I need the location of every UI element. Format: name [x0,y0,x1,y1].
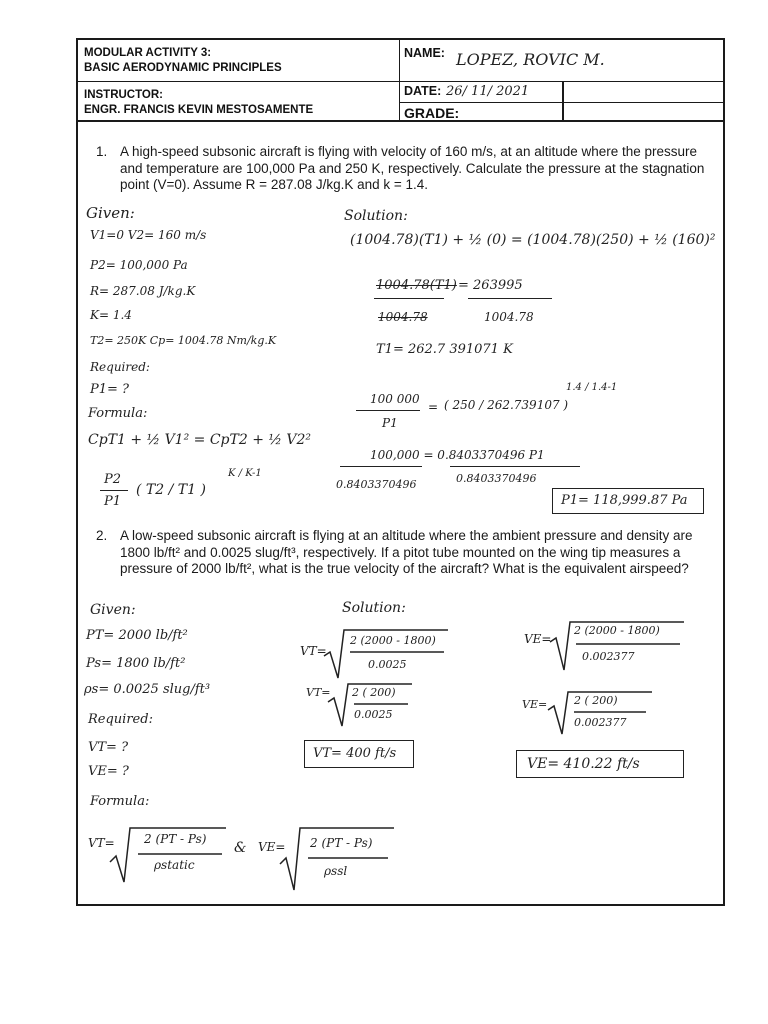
p1-solution-step2-lhs: 0.8403370496 [336,478,417,491]
p2-formula-vt-label: VT= [88,836,115,850]
p2-given-ps: Ps= 1800 lb/ft² [86,656,186,671]
p2-ve-step2-den: 0.002377 [574,716,627,729]
date-divider [562,82,564,102]
p2-required-ve: VE= ? [88,764,129,779]
p1-formula-ratio-bar [100,490,128,491]
date-row [400,82,723,103]
p2-formula-ve-num: 2 (PT - Ps) [310,836,373,850]
p2-vt-answer-box [304,740,414,768]
p1-given-p2: P2= 100,000 Pa [90,258,188,272]
p1-solution-ratio-paren: ( 250 / 262.739107 ) [444,398,569,412]
activity-title [78,40,400,81]
grade-divider [562,102,564,120]
p1-solution-line2-rhs: = 263995 [458,278,523,293]
p2-ve-answer: VE= 410.22 ft/s [527,756,640,772]
p1-given-k: K= 1.4 [90,308,132,322]
p2-vt-step2-label: VT= [306,686,331,699]
p2-ve-step2-num: 2 ( 200) [574,694,618,707]
name-label: NAME: [404,46,445,60]
p1-solution-line1: (1004.78)(T1) + ½ (0) = (1004.78)(250) + ½ (160)² [350,232,716,248]
p1-solution-ratio-bar [356,410,420,411]
p1-formula-energy: CpT1 + ½ V1² = CpT2 + ½ V2² [88,432,312,448]
p1-solution-ratio-num: 100 000 [370,392,420,406]
p2-given-title: Given: [90,602,136,618]
p1-solution-step1: 100,000 = 0.8403370496 P1 [370,448,545,462]
p2-vt-step2-den: 0.0025 [354,708,393,721]
p2-vt-step1-num: 2 (2000 - 1800) [350,634,436,647]
problem2-text: A low-speed subsonic aircraft is flying at an altitude where the ambient pressure and density are 1800 lb/ft² and 0.0025 slug/ft³, respectively. If a pitot tube mounted on the wing tip measures a pressure of 2000 lb/ft², what is the true velocity of the aircraft? What is the equivalent airspeed? [120,528,693,576]
instructor-label: INSTRUCTOR: [84,89,164,101]
p2-vt-label: VT= [300,644,327,658]
p1-answer: P1= 118,999.87 Pa [561,493,688,508]
p2-ve-step1-den: 0.002377 [582,650,635,663]
p2-vt-step1-den: 0.0025 [368,658,407,671]
p1-solution-ratio-den: P1 [382,416,398,430]
problem1-number: 1. [96,144,108,159]
p1-solution-ratio-eq: = [428,400,439,414]
p2-given-rho: ρs= 0.0025 slug/ft³ [84,682,211,697]
p1-solution-line3-rhs: 1004.78 [484,310,534,324]
p2-ve-step1-num: 2 (2000 - 1800) [574,624,660,637]
p1-solution-step2-bar-right [450,466,580,467]
p2-vt-step2-num: 2 ( 200) [352,686,396,699]
p1-given-title: Given: [86,204,135,222]
date-value: 26/ 11/ 2021 [446,84,530,99]
activity-sheet [76,38,725,906]
p1-answer-box [552,488,704,514]
p2-formula-title: Formula: [90,794,150,809]
p2-formula-vt-num: 2 (PT - Ps) [144,832,207,846]
p2-formula-ve-label: VE= [258,840,286,854]
p1-solution-ratio-exp: 1.4 / 1.4-1 [566,382,618,393]
p2-required-vt: VT= ? [88,740,129,755]
p1-required-title: Required: [90,360,150,374]
grade-label: GRADE: [404,105,460,121]
p1-solution-title: Solution: [344,208,408,224]
p2-ve-label: VE= [524,632,552,646]
instructor-name: ENGR. FRANCIS KEVIN MESTOSAMENTE [84,104,314,116]
p2-formula-and: & [234,840,247,856]
activity-title-line1: MODULAR ACTIVITY 3: [84,47,212,59]
p2-formula-vt-den: ρstatic [154,858,195,872]
name-cell [400,40,723,81]
date-label: DATE: [404,84,442,98]
p1-given-t2-cp: T2= 250K Cp= 1004.78 Nm/kg.K [90,334,277,347]
p2-formula-ve-radical [278,824,398,894]
p1-formula-ratio-exp: K / K-1 [228,468,262,479]
p1-formula-ratio-paren: ( T2 / T1 ) [136,482,206,498]
name-value: LOPEZ, ROVIC M. [456,50,605,69]
p2-vt-answer: VT= 400 ft/s [313,746,397,761]
p1-formula-title: Formula: [88,406,148,421]
header-row-1 [78,40,723,82]
p1-required-p1: P1= ? [90,382,130,397]
p1-solution-step2-rhs: 0.8403370496 [456,472,537,485]
p2-given-pt: PT= 2000 lb/ft² [86,628,188,643]
p2-ve-step2-label: VE= [522,698,548,711]
p1-solution-line3-lhs: 1004.78 [378,310,428,324]
problem2-number: 2. [96,528,108,543]
activity-title-line2: BASIC AERODYNAMIC PRINCIPLES [84,62,282,74]
p2-ve-answer-box [516,750,684,778]
instructor-cell [78,82,400,120]
p1-solution-line2-lhs: 1004.78(T1) [376,278,457,293]
p1-formula-ratio-num: P2 [104,472,122,487]
problem1-text: A high-speed subsonic aircraft is flying with velocity of 160 m/s, at an altitude where the pressure and temperature are 100,000 Pa and 250 K, respectively. Calculate the pressure at the stagnation point (V=0). Assume R = 287.08 J/kg.K and k = 1.4. [120,144,705,192]
p1-solution-bar-right [468,298,552,299]
p1-given-r: R= 287.08 J/kg.K [90,284,196,298]
p2-formula-ve-den: ρssl [324,864,348,878]
p1-solution-bar-left [374,298,444,299]
header-row-2 [78,82,723,122]
date-grade-cell [400,82,723,120]
p2-required-title: Required: [88,712,153,727]
p2-solution-title: Solution: [342,600,406,616]
p1-solution-step2-bar-left [340,466,422,467]
p1-given-velocities: V1=0 V2= 160 m/s [90,228,207,242]
p1-solution-t1: T1= 262.7 391071 K [376,342,513,357]
p1-formula-ratio-den: P1 [104,494,122,509]
